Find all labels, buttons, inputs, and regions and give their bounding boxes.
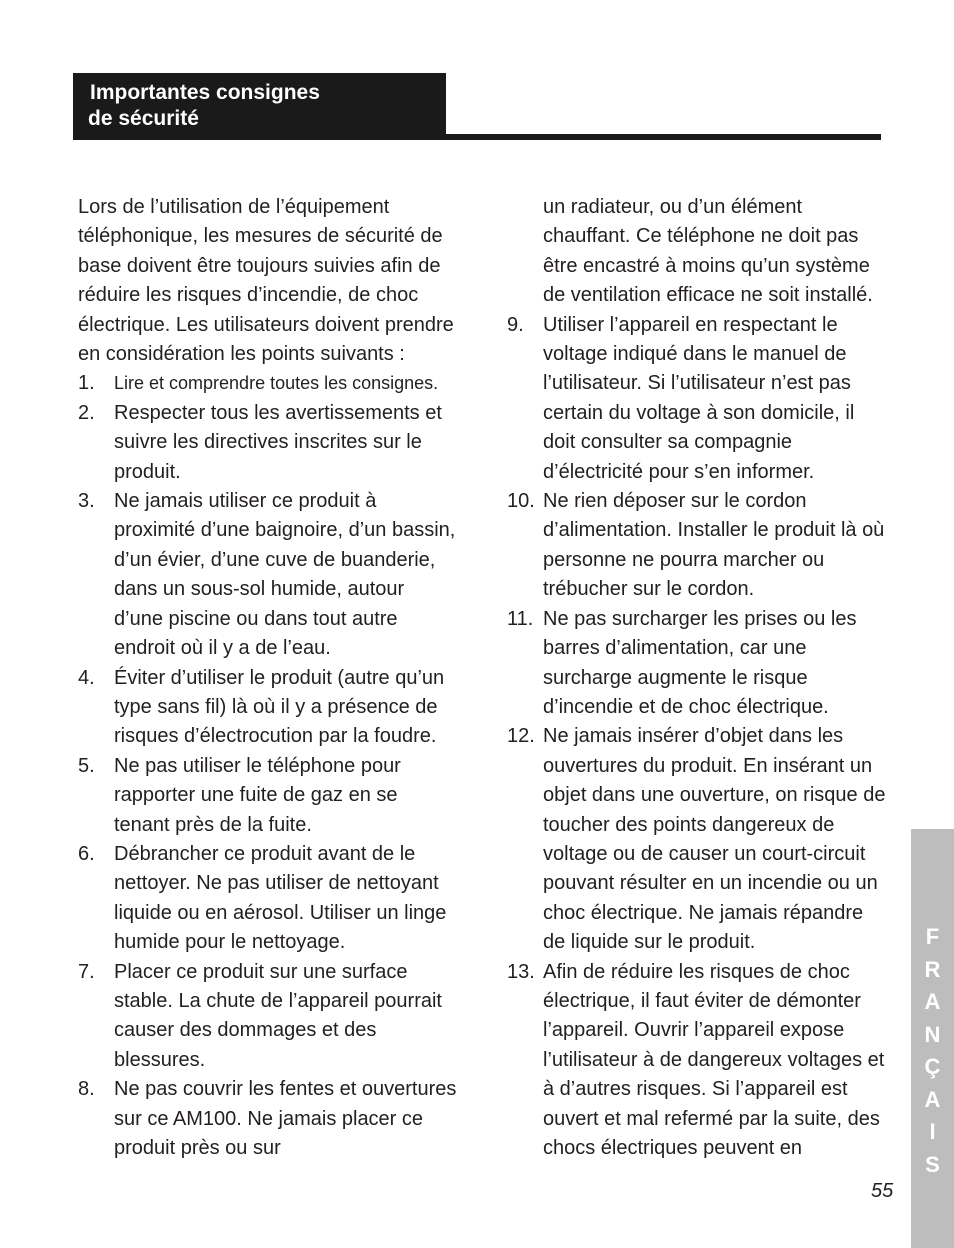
page-number: 55 [871,1180,894,1202]
left-column [78,193,458,1163]
list-item [78,1075,458,1163]
list-item [78,369,458,398]
section-title-line-1: Importantes consignes [90,81,320,104]
list-item-number: 1. [78,372,95,395]
list-item [507,722,887,957]
list-item-number: 11. [507,607,534,630]
list-item-number: 13. [507,960,535,983]
list-item-text: Ne pas utiliser le téléphone pour rapporter une fuite de gaz en se tenant près de la fuite. [114,754,401,836]
section-title [73,73,446,135]
list-item [507,311,887,487]
list-item-number: 8. [78,1078,95,1101]
list-item [78,487,458,663]
language-tab-letter: F [925,924,940,949]
list-item-number: 7. [78,960,95,983]
list-item-text: Éviter d’utiliser le produit (autre qu’un type sans fil) là où il y a présence de risques d’électrocution par la foudre. [114,666,445,748]
list-item [78,840,458,958]
list-item [78,664,458,752]
list-item-text: Ne jamais utiliser ce produit à proximité d’une baignoire, d’un bassin, d’un évier, d’une cuve de buanderie, dans un sous-sol humide, autour d’une piscine ou dans tout autre endroit où il y a de l’eau. [114,490,456,660]
language-tab [911,829,954,1248]
list-item-number: 10. [507,490,535,513]
list-item-text: Lire et comprendre toutes les consignes. [114,373,439,394]
list-item [507,487,887,605]
list-item-text: Ne pas surcharger les prises ou les barres d’alimentation, car une surcharge augmente le risque d’incendie et de choc électrique. [543,607,857,718]
list-item-number: 9. [507,313,524,336]
language-tab-letter: A [924,989,941,1014]
list-item-number: 3. [78,490,95,513]
list-item-continuation: un radiateur, ou d’un élément chauffant. Ce téléphone ne doit pas être encastré à moins qu’un système de ventilation efficace ne soit installé. [543,196,873,307]
language-tab-letter: A [924,1086,941,1112]
list-item-number: 5. [78,754,95,777]
language-tab-letter: R [924,956,941,982]
list-item-number: 4. [78,666,95,689]
language-tab-letter: Ç [924,1054,941,1079]
list-item-text: Respecter tous les avertissements et suivre les directives inscrites sur le produit. [114,401,442,483]
list-item-text: Ne jamais insérer d’objet dans les ouvertures du produit. En insérant un objet dans une ouverture, on risque de toucher des points dangereux de voltage ou de causer un court-circuit pouvant résulter en un incendie ou un choc électrique. Ne jamais répandre de liquide sur le produit. [543,725,886,954]
list-item-text: Afin de réduire les risques de choc électrique, il faut éviter de démonter l’appareil. Ouvrir l’appareil expose l’utilisateur à de dangereux voltages et à d’autres risques. Si l’appareil est ouvert et mal refermé par la suite, des chocs électriques peuvent en [543,960,885,1159]
list-item-text: Débrancher ce produit avant de le nettoyer. Ne pas utiliser de nettoyant liquide ou en aérosol. Utiliser un linge humide pour le nettoyage. [114,842,447,954]
language-tab-letter: I [929,1119,936,1144]
list-item-number: 2. [78,401,95,424]
language-tab-letters [911,921,954,1181]
list-item-text: Ne rien déposer sur le cordon d’alimentation. Installer le produit là où personne ne pourra marcher ou trébucher sur le cordon. [543,490,885,601]
intro-paragraph: Lors de l’utilisation de l’équipement téléphonique, les mesures de sécurité de base doivent être toujours suivies afin de réduire les risques d’incendie, de choc électrique. Les utilisateurs doivent prendre en considération les points suivants : [78,196,454,366]
list-item [78,752,458,840]
list-item-number: 6. [78,842,95,865]
list-item-text: Ne pas couvrir les fentes et ouvertures sur ce AM100. Ne jamais placer ce produit près ou sur [114,1078,457,1159]
language-tab-letter: S [925,1151,940,1177]
list-item-text: Placer ce produit sur une surface stable. La chute de l’appareil pourrait causer des dommages et des blessures. [114,960,442,1071]
header-rule [73,134,881,140]
list-item [507,605,887,723]
language-tab-letter: N [924,1021,941,1047]
right-column [507,193,887,1163]
list-item [507,958,887,1164]
list-item-number: 12. [507,725,535,748]
list-item [78,958,458,1076]
section-title-line-2: de sécurité [88,107,199,130]
list-item [78,399,458,487]
list-item-text: Utiliser l’appareil en respectant le voltage indiqué dans le manuel de l’utilisateur. Si l’utilisateur n’est pas certain du voltage à son domicile, il doit consulter sa compagnie d’électricité pour s’en informer. [543,313,855,483]
